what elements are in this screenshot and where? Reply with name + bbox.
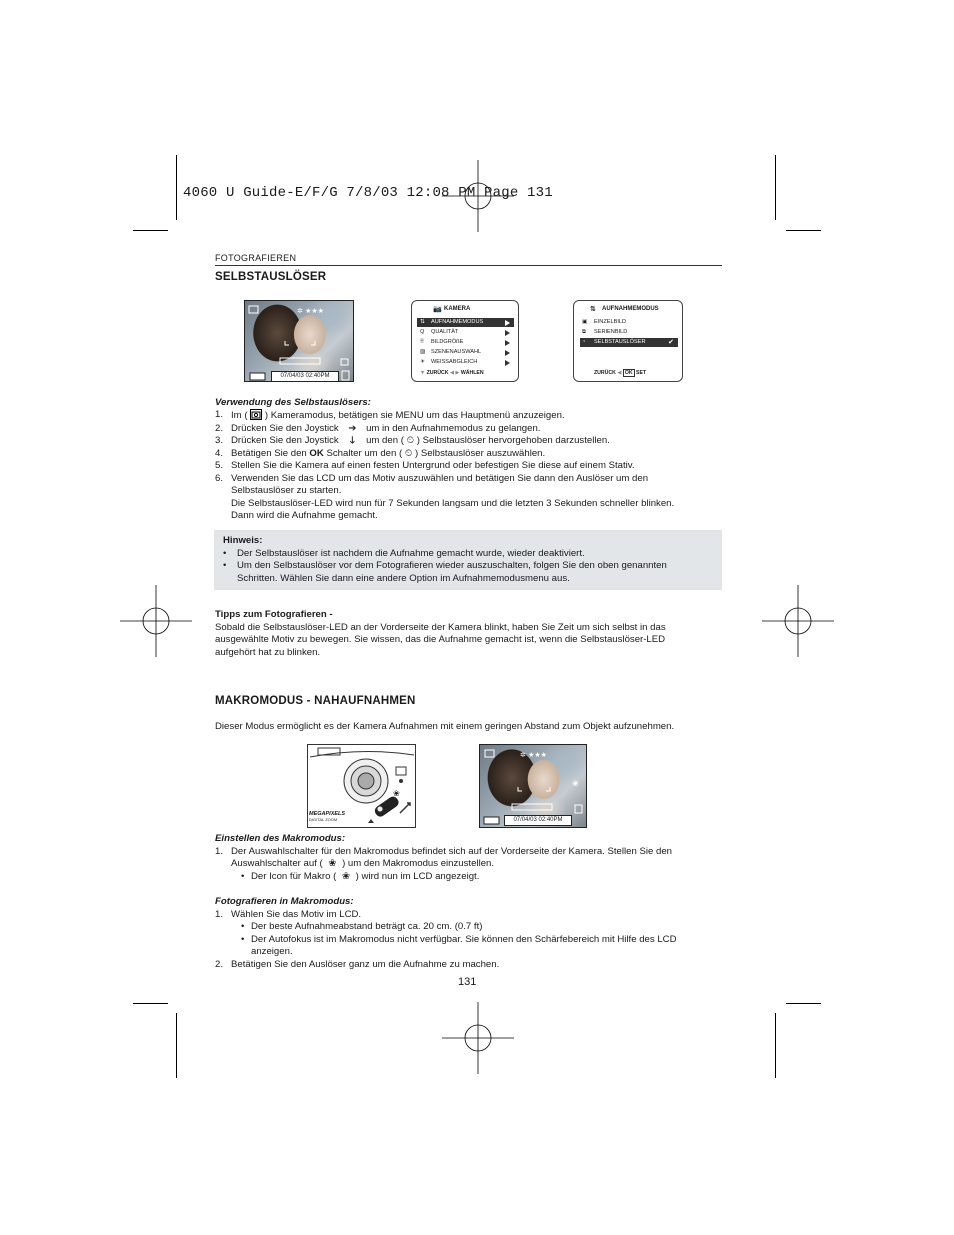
- menu-item-qualitaet[interactable]: Q QUALITÄT: [417, 328, 514, 337]
- quality-icon: Q: [420, 329, 425, 335]
- note-bullet: • Der Selbstauslöser ist nachdem die Aufnahme gemacht wurde, wieder deaktiviert.: [223, 548, 667, 561]
- menu-item-aufnahmemodus[interactable]: ⇅ AUFNAHMEMODUS: [417, 318, 514, 327]
- lcd-timestamp: 07/04/03 02:40PM: [504, 815, 572, 826]
- arrow-left-icon: ◀: [617, 370, 622, 376]
- chevron-right-icon: [505, 360, 510, 366]
- lcd-preview-photo: [244, 300, 354, 382]
- note-bullet-continued: Schritten. Wählen Sie dann eine andere Option im Aufnahmemodusmenu aus.: [237, 572, 570, 584]
- camera-mode-icon: [250, 409, 262, 420]
- setup-bullet: • Der Icon für Makro ( ❀ ) wird nun im LCD angezeigt.: [241, 871, 722, 884]
- print-header: 4060 U Guide-E/F/G 7/8/03 12:08 PM Page 131: [183, 185, 553, 201]
- menu-kamera: [411, 300, 519, 382]
- menu-item-szenenauswahl[interactable]: ▨ SZENENAUSWAHL: [417, 348, 514, 357]
- section-label: FOTOGRAFIEREN: [215, 253, 297, 263]
- svg-text:✲ ★★★: ✲ ★★★: [520, 751, 547, 759]
- scene-icon: ▨: [420, 349, 426, 355]
- note-content: [223, 535, 667, 585]
- makro-setup: [215, 833, 722, 883]
- crop-mark: [775, 1013, 776, 1078]
- chevron-right-icon: [505, 340, 510, 346]
- menu-item-selbstausloeser[interactable]: ◔ SELBSTAUSLÖSER ✔: [580, 338, 678, 347]
- arrow-down-icon: ▼: [420, 370, 426, 376]
- lcd-overlay: [245, 301, 354, 382]
- step-6: 6. Verwenden Sie das LCD um das Motiv auszuwählen und betätigen Sie dann den Auslöser um den Selbstauslöser zu starten. Die Selbstauslöser-LED wird nun für 7 Sekunden langsam und die letzten 3 Sekunden schneller blinken. Dann wird die Aufnahme gemacht.: [215, 472, 675, 521]
- menu-title: AUFNAHMEMODUS: [602, 306, 659, 312]
- macro-icon: ❀: [341, 870, 350, 882]
- ok-button-icon: OK: [624, 370, 633, 376]
- tips: Tipps zum Fotografieren - Sobald die Selbstauslöser-LED an der Vorderseite der Kamera blinkt, haben Sie Zeit um sich selbst in das ausgewählte Motiv zu bewegen. Sie wissen, das die Aufnahme gemacht ist, wenn die Selbstauslöser-LED aufgehört hat zu blinken.: [215, 609, 666, 658]
- self-timer-icon: ◔: [582, 339, 586, 345]
- macro-icon: ❀: [572, 779, 579, 788]
- menu-footer: ▼ ZURÜCK ◀ ▶ WÄHLEN: [420, 370, 484, 376]
- menu-title: KAMERA: [444, 306, 471, 312]
- shooting-bullet-continued: anzeigen.: [251, 946, 293, 957]
- step-1: 1. Im ( ) Kameramodus, betätigen sie MENU um das Hauptmenü anzuzeigen.: [215, 409, 565, 421]
- note-heading: Hinweis:: [223, 535, 263, 546]
- arrow-down-icon: 🡓: [349, 435, 355, 446]
- makro-intro: Dieser Modus ermöglicht es der Kamera Aufnahmen mit einem geringen Abstand zum Objekt aufzunehmen.: [215, 721, 675, 732]
- camera-label: MEGAPIXELS: [309, 811, 346, 817]
- shooting-bullet: • Der Autofokus ist im Makromodus nicht verfügbar. Sie können den Schärfebereich mit Hilfe des LCD: [241, 934, 722, 947]
- usage-heading: Verwendung des Selbstauslösers:: [215, 397, 371, 408]
- tips-heading: Tipps zum Fotografieren -: [215, 609, 333, 620]
- mode-icon: ⇅: [420, 319, 425, 325]
- step-5: 5. Stellen Sie die Kamera auf einen festen Untergrund oder befestigen Sie diese auf einem Stativ.: [215, 460, 635, 471]
- arrow-right-icon: ▶: [455, 370, 460, 376]
- menu-item-serienbild[interactable]: ⧉ SERIENBILD: [582, 329, 628, 335]
- svg-text:✲ ★★★: ✲ ★★★: [297, 307, 324, 315]
- chevron-right-icon: [505, 350, 510, 356]
- arrow-right-icon: ➔: [348, 422, 357, 434]
- registration-mark-bottom: [442, 1002, 514, 1074]
- crop-mark: [133, 1003, 168, 1004]
- crop-mark: [775, 155, 776, 220]
- macro-icon: ❀: [328, 858, 337, 869]
- shooting-bullet: • Der beste Aufnahmeabstand beträgt ca. 20 cm. (0.7 ft): [241, 921, 722, 934]
- menu-aufnahmemodus: [573, 300, 683, 382]
- usage-steps: [215, 409, 722, 523]
- menu-item-einzelbild[interactable]: ▣ EINZELBILD: [582, 319, 627, 325]
- menu-footer: ZURÜCK ◀ OK SET: [594, 370, 647, 376]
- crop-mark: [176, 155, 177, 220]
- lcd-timestamp: 07/04/03 02:40PM: [271, 371, 339, 382]
- crop-mark: [786, 230, 821, 231]
- section-title-selbstausloeser: SELBSTAUSLÖSER: [215, 271, 327, 283]
- lcd-preview-macro: [479, 744, 587, 828]
- camera-front-illustration: [307, 744, 416, 828]
- section-title-makromodus: MAKROMODUS - NAHAUFNAHMEN: [215, 695, 416, 707]
- self-timer-icon: ⏲: [404, 447, 413, 459]
- step-2: 2. Drücken Sie den Joystick ➔ um in den Aufnahmemodus zu gelangen.: [215, 422, 541, 434]
- self-timer-icon: ⏲: [406, 435, 415, 446]
- shooting-step-1: 1. Wählen Sie das Motiv im LCD.: [215, 908, 362, 920]
- shooting-heading: Fotografieren in Makromodus:: [215, 896, 354, 907]
- mode-icon: ⇅: [590, 306, 596, 313]
- checkmark-icon: ✔: [668, 339, 674, 346]
- registration-mark-right: [762, 585, 834, 657]
- chevron-right-icon: [505, 320, 510, 326]
- step-4: 4. Betätigen Sie den OK Schalter um den ( ⏲ ) Selbstauslöser auszuwählen.: [215, 447, 546, 459]
- crop-mark: [176, 1013, 177, 1078]
- crop-mark: [133, 230, 168, 231]
- setup-step-1: 1. Der Auswahlschalter für den Makromodus befindet sich auf der Vorderseite der Kamera. Stellen Sie den Auswahlschalter auf ( ❀ ) um den Makromodus einzustellen.: [215, 845, 673, 869]
- page-number: 131: [458, 976, 477, 988]
- arrow-left-icon: ◀: [449, 370, 454, 376]
- note-bullet: • Um den Selbstauslöser vor dem Fotografieren wieder auszuschalten, folgen Sie den oben genannten: [223, 560, 667, 573]
- chevron-right-icon: [505, 330, 510, 336]
- setup-heading: Einstellen des Makromodus:: [215, 833, 346, 844]
- shooting-step-2: 2. Betätigen Sie den Auslöser ganz um die Aufnahme zu machen.: [215, 958, 500, 970]
- white-balance-icon: ☀: [420, 359, 426, 365]
- camera-icon: 📷: [433, 306, 442, 313]
- header-rule: [215, 265, 722, 266]
- makro-shooting: [215, 896, 722, 971]
- step-3: 3. Drücken Sie den Joystick 🡓 um den ( ⏲ ) Selbstauslöser hervorgehoben darzustellen.: [215, 435, 610, 446]
- menu-item-bildgroesse[interactable]: ⠿ BILDGRÖßE: [417, 338, 514, 347]
- camera-sublabel: DIGITAL ZOOM: [309, 817, 338, 822]
- crop-mark: [786, 1003, 821, 1004]
- single-shot-icon: ▣: [582, 319, 588, 325]
- registration-mark-left: [120, 585, 192, 657]
- burst-icon: ⧉: [582, 329, 586, 335]
- macro-icon: ❀: [393, 789, 400, 798]
- size-icon: ⠿: [420, 339, 425, 345]
- menu-item-weissabgleich[interactable]: ☀ WEISSABGLEICH: [417, 358, 514, 367]
